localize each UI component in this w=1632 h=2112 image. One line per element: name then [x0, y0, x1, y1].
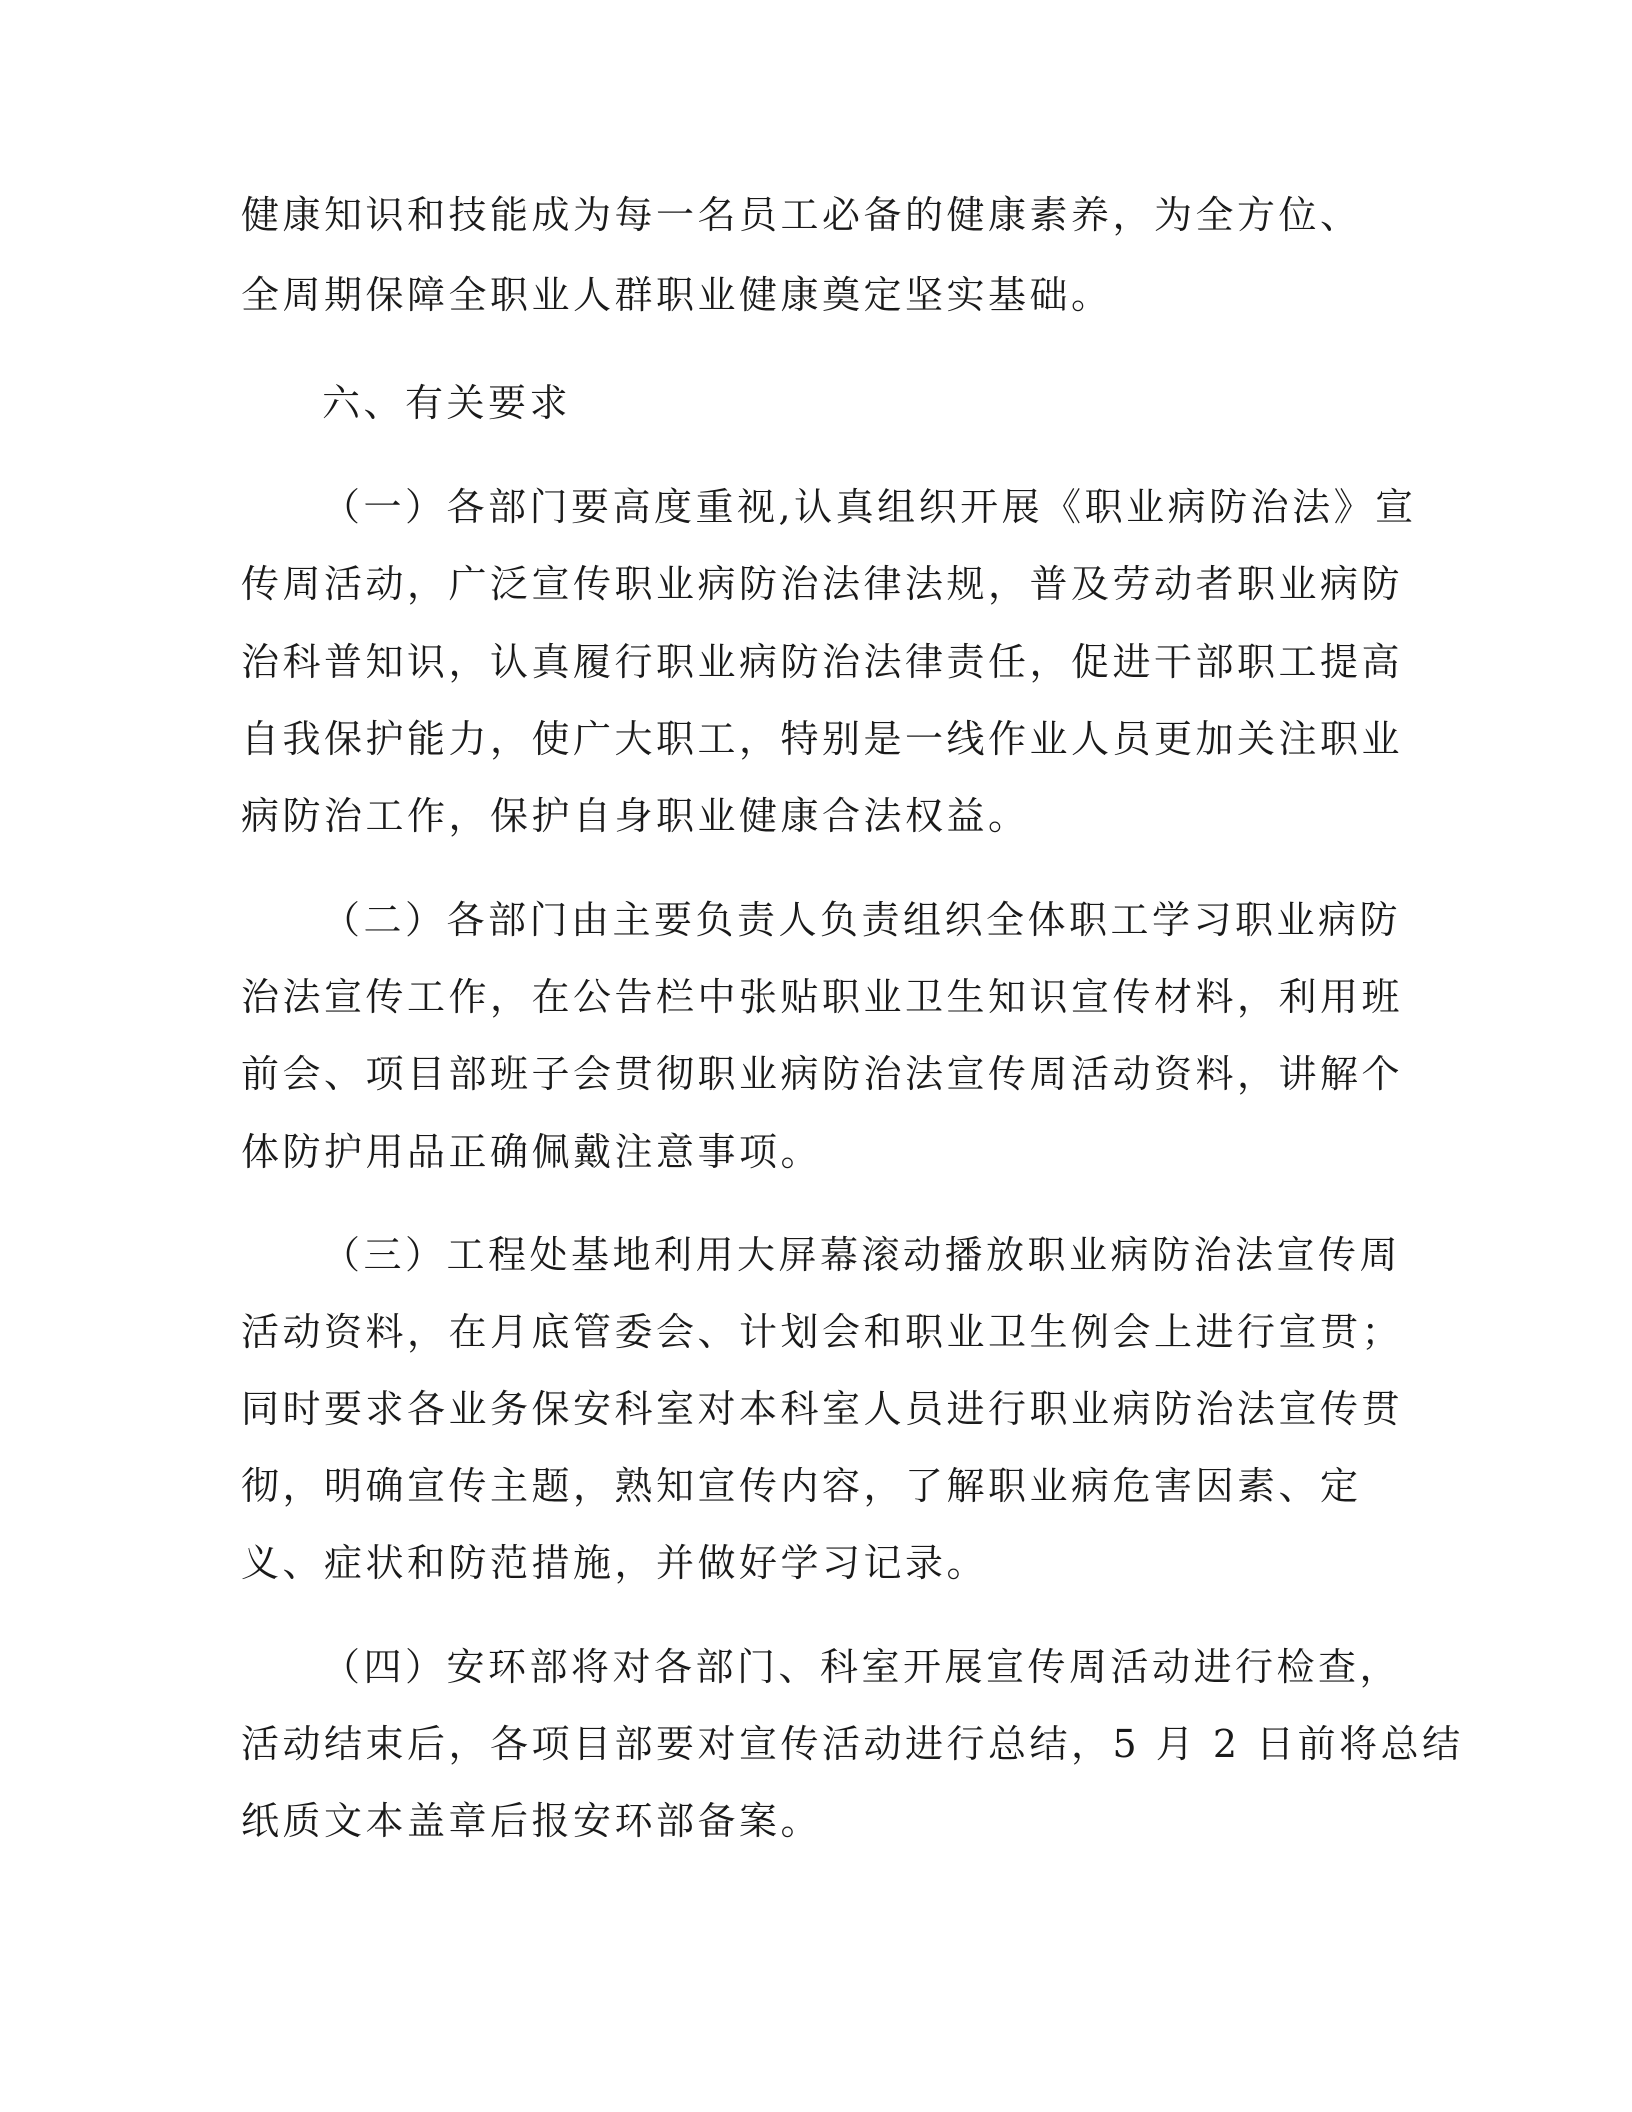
paragraph-2-line-3: 前会、项目部班子会贯彻职业病防治法宣传周活动资料，讲解个 — [241, 1052, 1404, 1096]
paragraph-3-line-1: （三）工程处基地利用大屏幕滚动播放职业病防治法宣传周 — [322, 1233, 1402, 1277]
paragraph-3-line-2: 活动资料，在月底管委会、计划会和职业卫生例会上进行宣贯； — [241, 1310, 1404, 1354]
paragraph-1-line-2: 传周活动，广泛宣传职业病防治法律法规，普及劳动者职业病防 — [241, 562, 1404, 606]
paragraph-2-line-1: （二）各部门由主要负责人负责组织全体职工学习职业病防 — [322, 898, 1402, 942]
paragraph-1-line-1: （一）各部门要高度重视,认真组织开展《职业病防治法》宣 — [322, 485, 1417, 529]
paragraph-3-line-5: 义、症状和防范措施，并做好学习记录。 — [241, 1541, 989, 1585]
paragraph-1-line-3: 治科普知识，认真履行职业病防治法律责任，促进干部职工提高 — [241, 640, 1404, 684]
paragraph-1-line-4: 自我保护能力，使广大职工，特别是一线作业人员更加关注职业 — [241, 717, 1404, 761]
intro-line-1: 健康知识和技能成为每一名员工必备的健康素养，为全方位、 — [241, 193, 1362, 237]
paragraph-3-line-3: 同时要求各业务保安科室对本科室人员进行职业病防治法宣传贯 — [241, 1387, 1404, 1431]
paragraph-4-line-1: （四）安环部将对各部门、科室开展宣传周活动进行检查， — [322, 1645, 1402, 1689]
paragraph-1-line-5: 病防治工作，保护自身职业健康合法权益。 — [241, 794, 1030, 838]
paragraph-2-line-4: 体防护用品正确佩戴注意事项。 — [241, 1130, 823, 1174]
paragraph-2-line-2: 治法宣传工作，在公告栏中张贴职业卫生知识宣传材料，利用班 — [241, 975, 1404, 1019]
paragraph-3-line-4: 彻，明确宣传主题，熟知宣传内容，了解职业病危害因素、定 — [241, 1464, 1362, 1508]
intro-line-2: 全周期保障全职业人群职业健康奠定坚实基础。 — [241, 273, 1113, 317]
section-heading: 六、有关要求 — [322, 381, 572, 425]
paragraph-4-line-2: 活动结束后，各项目部要对宣传活动进行总结，5 月 2 日前将总结 — [241, 1722, 1464, 1766]
paragraph-4-line-3: 纸质文本盖章后报安环部备案。 — [241, 1799, 823, 1843]
